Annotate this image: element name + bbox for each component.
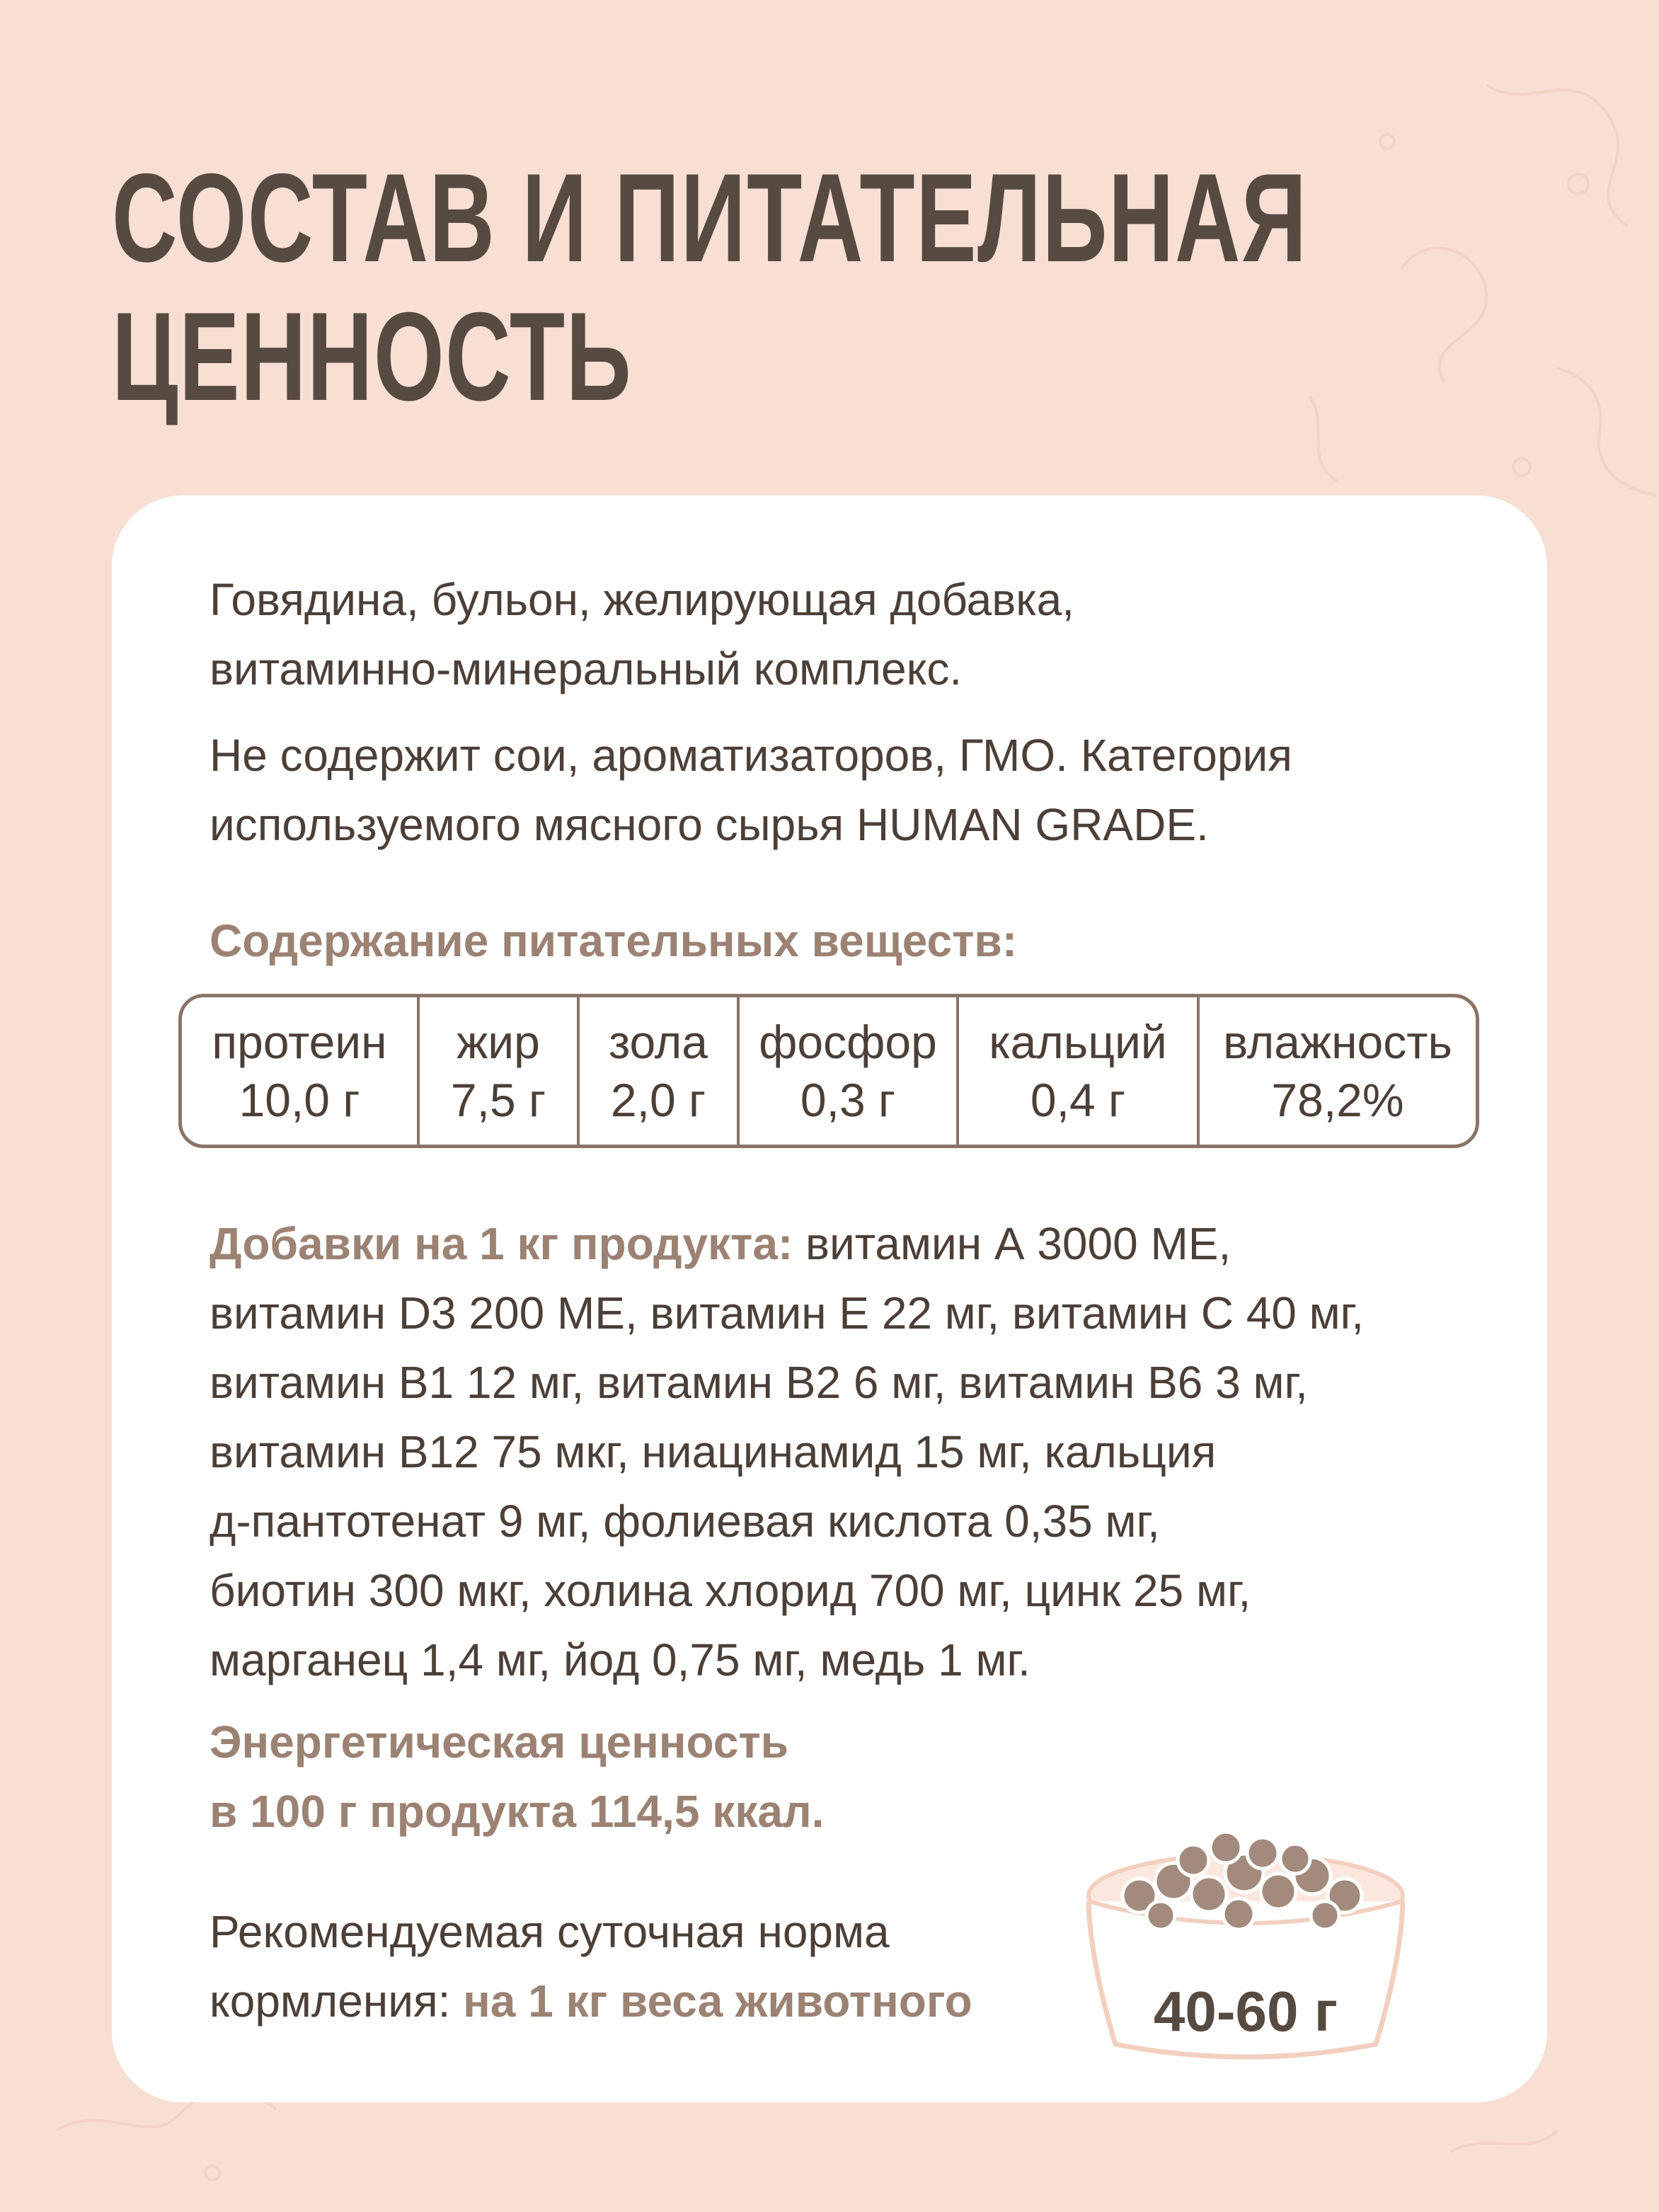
nutrient-cell-ash: [580, 997, 740, 1145]
free-from-line-2: используемого мясного сырья HUMAN GRADE.: [209, 799, 1209, 850]
nutrient-name: влажность: [1223, 1016, 1452, 1068]
supplements-line-7: марганец 1,4 мг, йод 0,75 мг, медь 1 мг.: [209, 1634, 1031, 1685]
supplements-label: Добавки на 1 кг продукта:: [209, 1218, 793, 1269]
free-from-line-1: Не содержит сои, ароматизаторов, ГМО. Категория: [209, 730, 1292, 781]
feeding-amount: 40-60 г: [1153, 1980, 1338, 2043]
energy-line-1: Энергетическая ценность: [209, 1717, 788, 1767]
nutrient-name: фосфор: [759, 1016, 937, 1068]
page-title-line-2: ЦЕННОСТЬ: [112, 286, 633, 427]
nutrient-cell-phosphorus: [740, 997, 959, 1145]
page-title-line-1: СОСТАВ И ПИТАТЕЛЬНАЯ: [112, 147, 1308, 288]
supplements-text: [209, 1209, 1498, 1695]
supplements-line-5: д-пантотенат 9 мг, фолиевая кислота 0,35 мг,: [209, 1496, 1160, 1547]
info-card: [112, 495, 1547, 2102]
nutrient-cell-moisture: [1200, 997, 1476, 1145]
page-title: [112, 147, 1308, 427]
nutrient-value: 2,0 г: [610, 1074, 706, 1126]
supplements-line-1-rest: витамин А 3000 МЕ,: [793, 1218, 1232, 1269]
nutrient-name: зола: [609, 1016, 708, 1068]
supplements-line-4: витамин В12 75 мкг, ниацинамид 15 мг, кальция: [209, 1426, 1217, 1477]
nutrient-name: жир: [457, 1016, 540, 1068]
nutrient-cell-protein: [182, 997, 420, 1145]
free-from-text: [209, 721, 1498, 859]
supplements-line-3: витамин В1 12 мг, витамин В2 6 мг, витамин В6 3 мг,: [209, 1357, 1308, 1408]
nutrient-name: протеин: [212, 1016, 387, 1068]
nutrient-value: 0,4 г: [1030, 1074, 1126, 1126]
nutrients-heading: Содержание питательных веществ:: [209, 915, 1018, 966]
nutrient-name: кальций: [989, 1016, 1167, 1068]
ingredients-line-1: Говядина, бульон, желирующая добавка,: [209, 574, 1074, 625]
ingredients-line-2: витаминно-минеральный комплекс.: [209, 643, 963, 694]
supplements-line-2: витамин D3 200 МЕ, витамин Е 22 мг, витамин С 40 мг,: [209, 1288, 1364, 1339]
nutrient-cell-fat: [420, 997, 580, 1145]
supplements-line-1: [209, 1209, 1498, 1278]
ingredients-text: [209, 565, 1498, 704]
energy-line-2: в 100 г продукта 114,5 ккал.: [209, 1786, 825, 1837]
nutrient-cell-calcium: [959, 997, 1200, 1145]
energy-value-text: [209, 1707, 1498, 1846]
supplements-line-6: биотин 300 мкг, холина хлорид 700 мг, цинк 25 мг,: [209, 1565, 1251, 1616]
nutrient-table: [178, 994, 1479, 1148]
nutrient-value: 7,5 г: [450, 1074, 546, 1126]
nutrient-value: 78,2%: [1271, 1074, 1404, 1126]
nutrient-value: 10,0 г: [239, 1074, 360, 1126]
nutrient-value: 0,3 г: [800, 1074, 896, 1126]
feeding-line-2-plain: кормления:: [209, 1976, 464, 2027]
feeding-line-2-accent: на 1 кг веса животного: [463, 1976, 972, 2027]
feeding-line-1: Рекомендуемая суточная норма: [209, 1906, 890, 1957]
